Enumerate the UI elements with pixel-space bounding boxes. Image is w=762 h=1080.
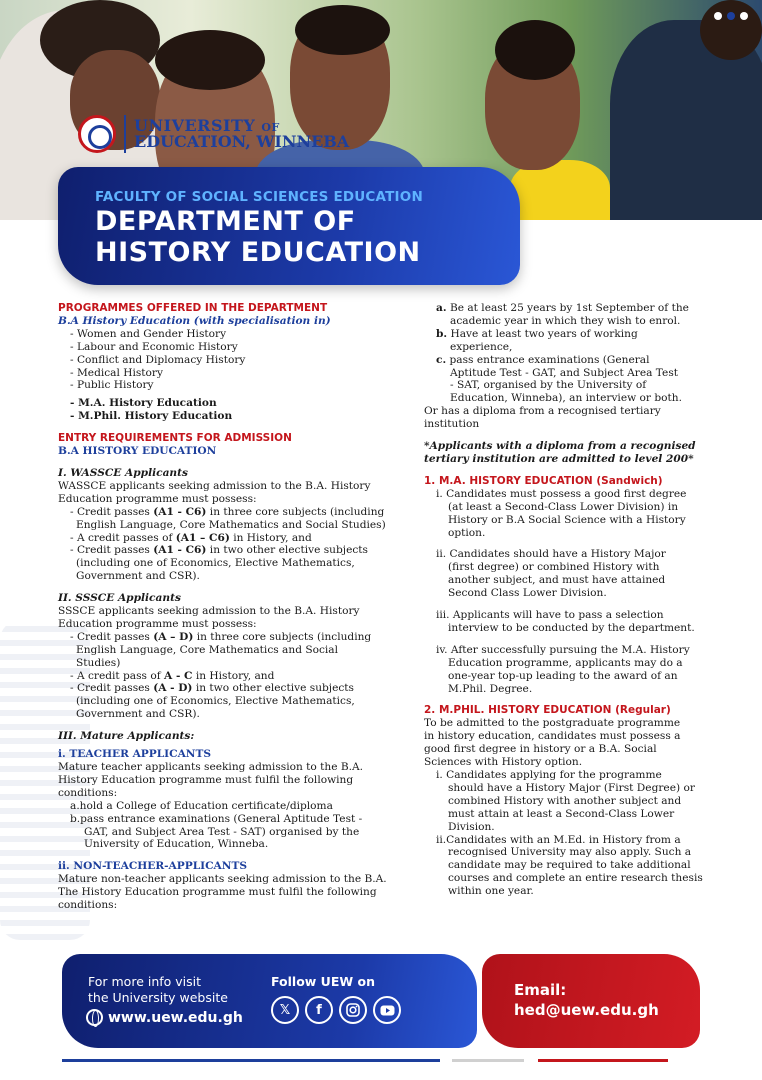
mphil-i-line: combined History with another subject and xyxy=(448,794,682,807)
mphil-ii-line: ii.Candidates with an M.Ed. in History from a xyxy=(436,833,681,846)
specialisation-list xyxy=(58,328,387,393)
wassce-heading: I. WASSCE Applicants xyxy=(58,466,188,479)
condition-c-line4: Education, Winneba), an interview or both. xyxy=(450,392,682,405)
globe-icon xyxy=(86,1009,103,1026)
teacher-intro-line: Mature teacher applicants seeking admission to the B.A. xyxy=(58,761,364,773)
diploma-line2: institution xyxy=(424,418,480,431)
ma-i-line: (at least a Second-Class Lower Division) in xyxy=(448,500,679,513)
sssce-intro-1: SSSCE applicants seeking admission to the B.A. History xyxy=(58,605,360,618)
teacher-intro-line: History Education programme must fulfil the following xyxy=(58,773,354,786)
ma-requirement-ii xyxy=(424,548,703,600)
ma-requirement-iii xyxy=(424,609,703,635)
condition-a-line1: Be at least 25 years by 1st September of the xyxy=(449,302,689,314)
sssce-list xyxy=(58,631,387,721)
teacher-intro-line: conditions: xyxy=(58,786,118,799)
follow-label: Follow UEW on xyxy=(271,974,375,989)
wassce-item: Government and CSR). xyxy=(76,570,200,583)
sssce-intro-2: Education programme must possess: xyxy=(58,617,257,630)
email-label: Email: xyxy=(514,981,567,999)
sssce-item: - Credit passes (A - D) in two other elective subjects xyxy=(70,682,354,695)
youtube-icon[interactable] xyxy=(373,996,401,1024)
wassce-intro-2: Education programme must possess: xyxy=(58,492,257,505)
ma-iii-line: interview to be conducted by the department. xyxy=(448,621,695,634)
teacher-heading: i. TEACHER APPLICANTS xyxy=(58,748,212,761)
mphil-intro-line: in history education, candidates must possess a xyxy=(424,730,681,743)
condition-b-line1: Have at least two years of working xyxy=(450,327,638,340)
mphil-intro-line: good first degree in history or a B.A. Social xyxy=(424,743,657,756)
wassce-item: - Credit passes (A1 - C6) in two other elective subjects xyxy=(70,544,368,557)
specialisation-item: - Public History xyxy=(70,379,154,392)
footer-rule-red xyxy=(538,1059,668,1062)
ma-iv-line: iv. After successfully pursuing the M.A. History xyxy=(436,643,690,656)
condition-b-line2: experience, xyxy=(450,340,513,353)
teacher-intro xyxy=(58,761,387,800)
department-title-line2: HISTORY EDUCATION xyxy=(95,237,421,268)
ma-iv-line: M.Phil. Degree. xyxy=(448,682,533,695)
footer-rule-blue xyxy=(62,1059,440,1062)
sssce-item: Studies) xyxy=(76,656,121,669)
wassce-list xyxy=(58,506,387,583)
nonteacher-intro xyxy=(58,873,387,912)
ma-ii-line: Second Class Lower Division. xyxy=(448,587,607,600)
mphil-ii-line: courses and complete an entire research thesis xyxy=(448,872,703,885)
teacher-item: a.hold a College of Education certificate/diploma xyxy=(70,799,333,812)
condition-a: a. Be at least 25 years by 1st September of the xyxy=(436,302,689,314)
sssce-item: - A credit pass of A - C in History, and xyxy=(70,669,275,682)
condition-a-line2: academic year in which they wish to enrol. xyxy=(450,314,681,327)
ma-ii-line: (first degree) or combined History with xyxy=(448,561,660,574)
right-column xyxy=(424,302,703,898)
ma-heading: 1. M.A. HISTORY EDUCATION (Sandwich) xyxy=(424,474,663,487)
condition-c: c. pass entrance examinations (General xyxy=(436,353,650,366)
ma-i-line: i. Candidates must possess a good first degree xyxy=(436,487,687,500)
mphil-intro-line: To be admitted to the postgraduate programme xyxy=(424,717,681,730)
facebook-icon[interactable]: f xyxy=(305,996,333,1024)
university-name-line1: UNIVERSITY xyxy=(134,116,256,135)
mphil-i-line: should have a History Major (First Degree) or xyxy=(448,781,695,794)
diploma-line1: Or has a diploma from a recognised tertiary xyxy=(424,405,661,418)
mphil-requirement-ii xyxy=(424,834,703,899)
footer-info-panel xyxy=(62,954,477,1048)
sssce-item: - Credit passes (A – D) in three core subjects (including xyxy=(70,630,372,643)
footer-info-line2: the University website xyxy=(88,990,228,1005)
website-url[interactable]: www.uew.edu.gh xyxy=(108,1009,243,1026)
ma-requirement-iv xyxy=(424,644,703,696)
instagram-icon[interactable] xyxy=(339,996,367,1024)
mphil-intro xyxy=(424,717,703,769)
mphil-programme: - M.Phil. History Education xyxy=(70,410,233,423)
footer-email-panel xyxy=(482,954,700,1048)
ma-ii-line: another subject, and must have attained xyxy=(448,574,666,587)
sssce-item: (including one of Economics, Elective Mathematics, xyxy=(76,695,355,708)
condition-b: b. Have at least two years of working xyxy=(436,327,638,340)
sssce-item: Government and CSR). xyxy=(76,708,200,721)
specialisation-item: - Medical History xyxy=(70,366,163,379)
university-seal-icon xyxy=(78,115,116,153)
sssce-item: English Language, Core Mathematics and Social xyxy=(76,643,339,656)
x-icon[interactable]: 𝕏 xyxy=(271,996,299,1024)
teacher-item: b.pass entrance examinations (General Aptitude Test - xyxy=(70,812,363,825)
social-icons xyxy=(271,996,401,1024)
left-column xyxy=(58,302,387,912)
ma-iii-line: iii. Applicants will have to pass a selection xyxy=(436,609,664,622)
nonteacher-intro-line: conditions: xyxy=(58,899,118,912)
specialisation-item: - Women and Gender History xyxy=(70,327,227,340)
footer-rule-gray xyxy=(452,1059,524,1062)
mphil-requirement-i xyxy=(424,769,703,834)
mphil-ii-line: candidate may be required to take additional xyxy=(448,859,691,872)
wassce-item: English Language, Core Mathematics and Social Studies) xyxy=(76,518,386,531)
condition-c-line2: Aptitude Test - GAT, and Subject Area Test xyxy=(450,366,679,379)
mphil-i-line: must attain at least a Second-Class Lower xyxy=(448,807,675,820)
email-address[interactable]: hed@uew.edu.gh xyxy=(514,1001,659,1019)
condition-c-line3: - SAT, organised by the University of xyxy=(450,379,647,392)
university-name-line2: EDUCATION, WINNEBA xyxy=(134,132,350,151)
ma-programme: - M.A. History Education xyxy=(70,397,217,410)
ma-i-line: History or B.A Social Science with a History xyxy=(448,513,686,526)
website-link[interactable] xyxy=(86,1009,243,1026)
wassce-item: - Credit passes (A1 - C6) in three core subjects (including xyxy=(70,505,385,518)
entry-heading: ENTRY REQUIREMENTS FOR ADMISSION xyxy=(58,432,292,445)
university-name-of: OF xyxy=(261,121,280,134)
mphil-intro-line: Sciences with History option. xyxy=(424,756,583,769)
wassce-item: - A credit passes of (A1 – C6) in History, and xyxy=(70,531,312,544)
programmes-heading: PROGRAMMES OFFERED IN THE DEPARTMENT xyxy=(58,302,328,314)
teacher-list xyxy=(58,800,387,852)
mature-heading: III. Mature Applicants: xyxy=(58,730,195,743)
mphil-heading: 2. M.PHIL. HISTORY EDUCATION (Regular) xyxy=(424,704,671,717)
sssce-heading: II. SSSCE Applicants xyxy=(58,592,181,605)
nonteacher-intro-line: The History Education programme must fulfil the following xyxy=(58,886,377,899)
ma-i-line: option. xyxy=(448,526,486,539)
specialisation-item: - Conflict and Diplomacy History xyxy=(70,353,246,366)
title-banner xyxy=(58,167,520,285)
mphil-i-line: i. Candidates applying for the programme xyxy=(436,769,662,781)
decorative-dots xyxy=(714,12,748,20)
wassce-intro-1: WASSCE applicants seeking admission to the B.A. History xyxy=(58,479,371,492)
mphil-ii-line: within one year. xyxy=(448,885,534,898)
entry-subheading: B.A HISTORY EDUCATION xyxy=(58,445,217,458)
nonteacher-heading: ii. NON-TEACHER-APPLICANTS xyxy=(58,860,247,873)
diploma-note-line1: *Applicants with a diploma from a recognised xyxy=(424,440,696,453)
wassce-item: (including one of Economics, Elective Mathematics, xyxy=(76,557,355,570)
ba-heading: B.A History Education (with specialisation in) xyxy=(58,314,331,327)
department-title xyxy=(95,206,421,268)
faculty-name: FACULTY OF SOCIAL SCIENCES EDUCATION xyxy=(95,189,423,205)
mphil-ii-line: recognised University may also apply. Such a xyxy=(448,846,692,859)
condition-c-line1: pass entrance examinations (General xyxy=(449,353,650,366)
department-title-line1: DEPARTMENT OF xyxy=(95,206,356,237)
teacher-item: GAT, and Subject Area Test - SAT) organised by the xyxy=(84,825,360,838)
ma-ii-line: ii. Candidates should have a History Major xyxy=(436,548,666,561)
teacher-item: University of Education, Winneba. xyxy=(84,838,269,851)
ma-iv-line: one-year top-up leading to the award of an xyxy=(448,669,678,682)
specialisation-item: - Labour and Economic History xyxy=(70,340,238,353)
footer-info-line1: For more info visit xyxy=(88,974,202,989)
ma-requirement-i xyxy=(424,488,703,540)
ma-iv-line: Education programme, applicants may do a xyxy=(448,656,683,669)
diploma-note-line2: tertiary institution are admitted to level 200* xyxy=(424,452,694,465)
mphil-i-line: Division. xyxy=(448,820,495,833)
nonteacher-intro-line: Mature non-teacher applicants seeking admission to the B.A. xyxy=(58,873,387,886)
university-logo xyxy=(78,115,349,153)
